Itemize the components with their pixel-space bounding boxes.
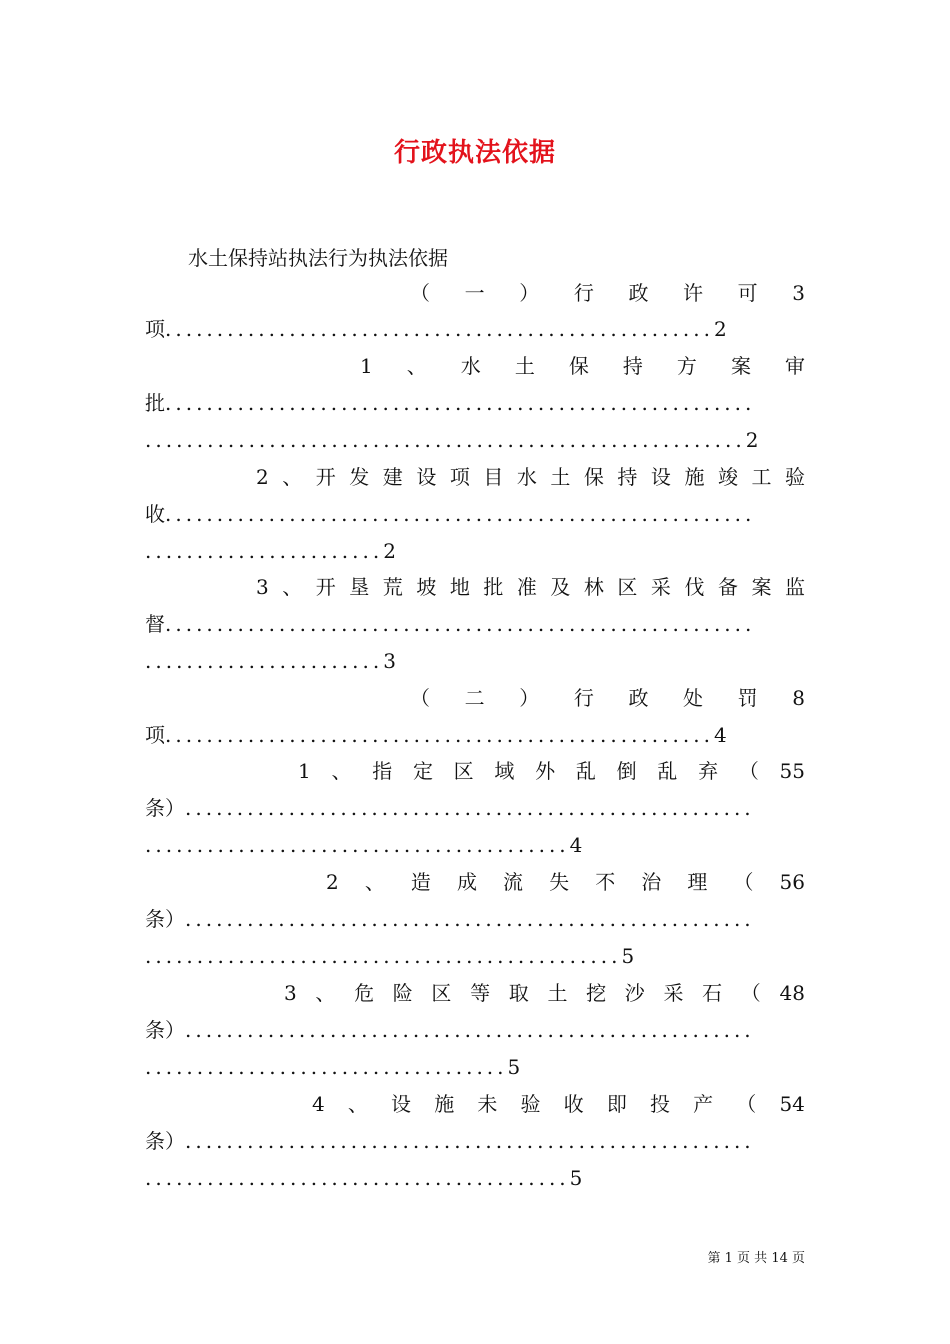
toc-char: 开 [315,575,336,599]
toc-char: （ [736,1092,757,1116]
toc-char: 未 [477,1092,498,1116]
toc-char: 行 [573,281,594,305]
toc-char: 项 [449,465,470,489]
toc-char: 取 [508,981,529,1005]
page-footer: 第 1 页 共 14 页 [707,1251,805,1266]
toc-char: 产 [693,1092,714,1116]
toc-char: 等 [470,981,491,1005]
toc-char: 、 [406,354,427,378]
toc-item-2-head [256,464,805,490]
toc-char: 外 [535,759,556,783]
toc-char: （ [738,759,759,783]
toc-item-1-leader: 批 ......................................................... [145,391,756,415]
toc-char: 监 [784,575,805,599]
toc-char: 工 [751,465,772,489]
toc-char: 失 [549,870,570,894]
toc-char: 3 [256,575,269,599]
toc-char: 3 [284,981,297,1005]
toc-char: 指 [372,759,393,783]
toc-item-3-head [256,574,805,600]
toc-char: 伐 [684,575,705,599]
toc-char: 即 [606,1092,627,1116]
toc-char: 不 [595,870,616,894]
toc-char: 开 [315,465,336,489]
toc-section-2-head [410,685,805,711]
toc-char: 乱 [657,759,678,783]
toc-penalty-3-head [284,980,805,1006]
toc-char: 、 [282,575,303,599]
toc-char: 2 [326,870,339,894]
toc-char: 竣 [717,465,738,489]
toc-char: 定 [412,759,433,783]
toc-char: 批 [483,575,504,599]
toc-char: 8 [792,686,805,710]
toc-char: 水 [516,465,537,489]
toc-char: 、 [315,981,336,1005]
toc-char: 造 [410,870,431,894]
toc-char: 方 [676,354,697,378]
toc-char: 持 [622,354,643,378]
toc-item-1-page-line: .......................................................... 2 [145,428,759,452]
toc-char: 理 [687,870,708,894]
toc-char: 2 [256,465,269,489]
toc-penalty-3-page-line: ................................... 5 [145,1055,521,1079]
toc-char: 区 [453,759,474,783]
toc-penalty-1-leader: 条） ....................................................... [145,796,755,820]
toc-char: 设 [416,465,437,489]
toc-char: 挖 [586,981,607,1005]
toc-char: 案 [751,575,772,599]
toc-penalty-4-page-line: ......................................... 5 [145,1166,583,1190]
toc-char: （ [733,870,754,894]
toc-penalty-2-head [326,869,805,895]
toc-char: 土 [547,981,568,1005]
toc-char: 投 [649,1092,670,1116]
toc-char: 审 [784,354,805,378]
toc-char: 土 [550,465,571,489]
toc-char: ） [519,281,540,305]
toc-char: 危 [354,981,375,1005]
toc-char: 发 [349,465,370,489]
toc-char: 56 [779,870,805,894]
toc-char: 乱 [575,759,596,783]
toc-char: 48 [779,981,805,1005]
toc-char: 、 [282,465,303,489]
toc-char: 荒 [382,575,403,599]
toc-char: 目 [483,465,504,489]
toc-char: 3 [792,281,805,305]
toc-char: 案 [730,354,751,378]
toc-char: 政 [628,281,649,305]
toc-char: 验 [784,465,805,489]
toc-char: 倒 [616,759,637,783]
toc-char: 、 [364,870,385,894]
toc-char: 1 [360,354,373,378]
toc-char: 54 [779,1092,805,1116]
toc-item-3-page-line: ....................... 3 [145,649,396,673]
toc-char: 罚 [737,686,758,710]
toc-char: 地 [449,575,470,599]
toc-char: 建 [382,465,403,489]
toc-char: 坡 [416,575,437,599]
toc-section-1-head [410,280,805,306]
toc-char: 政 [628,686,649,710]
toc-char: 1 [298,759,311,783]
toc-char: （ [410,686,430,710]
toc-char: 准 [516,575,537,599]
toc-char: 55 [779,759,805,783]
toc-penalty-3-leader: 条） ....................................................... [145,1018,755,1042]
toc-char: ） [519,686,540,710]
toc-char: 区 [431,981,452,1005]
toc-char: 施 [434,1092,455,1116]
toc-char: 收 [563,1092,584,1116]
toc-char: 4 [312,1092,325,1116]
toc-char: 林 [583,575,604,599]
toc-penalty-1-page-line: ......................................... 4 [145,833,583,857]
document-title: 行政执法依据 [393,138,556,168]
toc-char: 许 [683,281,704,305]
toc-char: 二 [464,686,485,710]
toc-char: 沙 [624,981,645,1005]
toc-char: 采 [650,575,671,599]
toc-section-1-leader: 项 ..................................................... 2 [145,317,727,341]
toc-char: 石 [702,981,723,1005]
toc-penalty-4-head [312,1091,805,1117]
toc-char: 备 [717,575,738,599]
toc-char: 流 [503,870,524,894]
toc-char: （ [410,281,430,305]
toc-char: 险 [392,981,413,1005]
toc-char: 采 [663,981,684,1005]
toc-section-2-leader: 项 ..................................................... 4 [145,723,727,747]
toc-char: 持 [617,465,638,489]
toc-char: 保 [568,354,589,378]
toc-char: 、 [347,1092,368,1116]
toc-char: 成 [456,870,477,894]
toc-char: 区 [617,575,638,599]
toc-penalty-2-page-line: .............................................. 5 [145,944,635,968]
toc-char: 可 [737,281,758,305]
toc-penalty-1-head [298,758,805,784]
toc-penalty-2-leader: 条） ....................................................... [145,907,755,931]
toc-char: 设 [650,465,671,489]
toc-char: （ [740,981,761,1005]
toc-item-3-leader: 督 ......................................................... [145,612,756,636]
toc-penalty-4-leader: 条） ....................................................... [145,1129,755,1153]
toc-char: 行 [573,686,594,710]
toc-item-2-page-line: ....................... 2 [145,539,396,563]
toc-item-2-leader: 收 ......................................................... [145,502,756,526]
toc-char: 处 [683,686,704,710]
toc-char: 垦 [349,575,370,599]
toc-char: 治 [641,870,662,894]
toc-char: 施 [684,465,705,489]
toc-char: 弃 [698,759,719,783]
toc-char: 保 [583,465,604,489]
toc-char: 设 [391,1092,412,1116]
toc-char: 及 [550,575,571,599]
toc-char: 土 [514,354,535,378]
toc-char: 水 [460,354,481,378]
toc-char: 、 [331,759,352,783]
toc-char: 验 [520,1092,541,1116]
toc-item-1-head [360,353,805,379]
toc-char: 一 [464,281,485,305]
intro-heading: 水土保持站执法行为执法依据 [188,246,448,270]
toc-char: 域 [494,759,515,783]
